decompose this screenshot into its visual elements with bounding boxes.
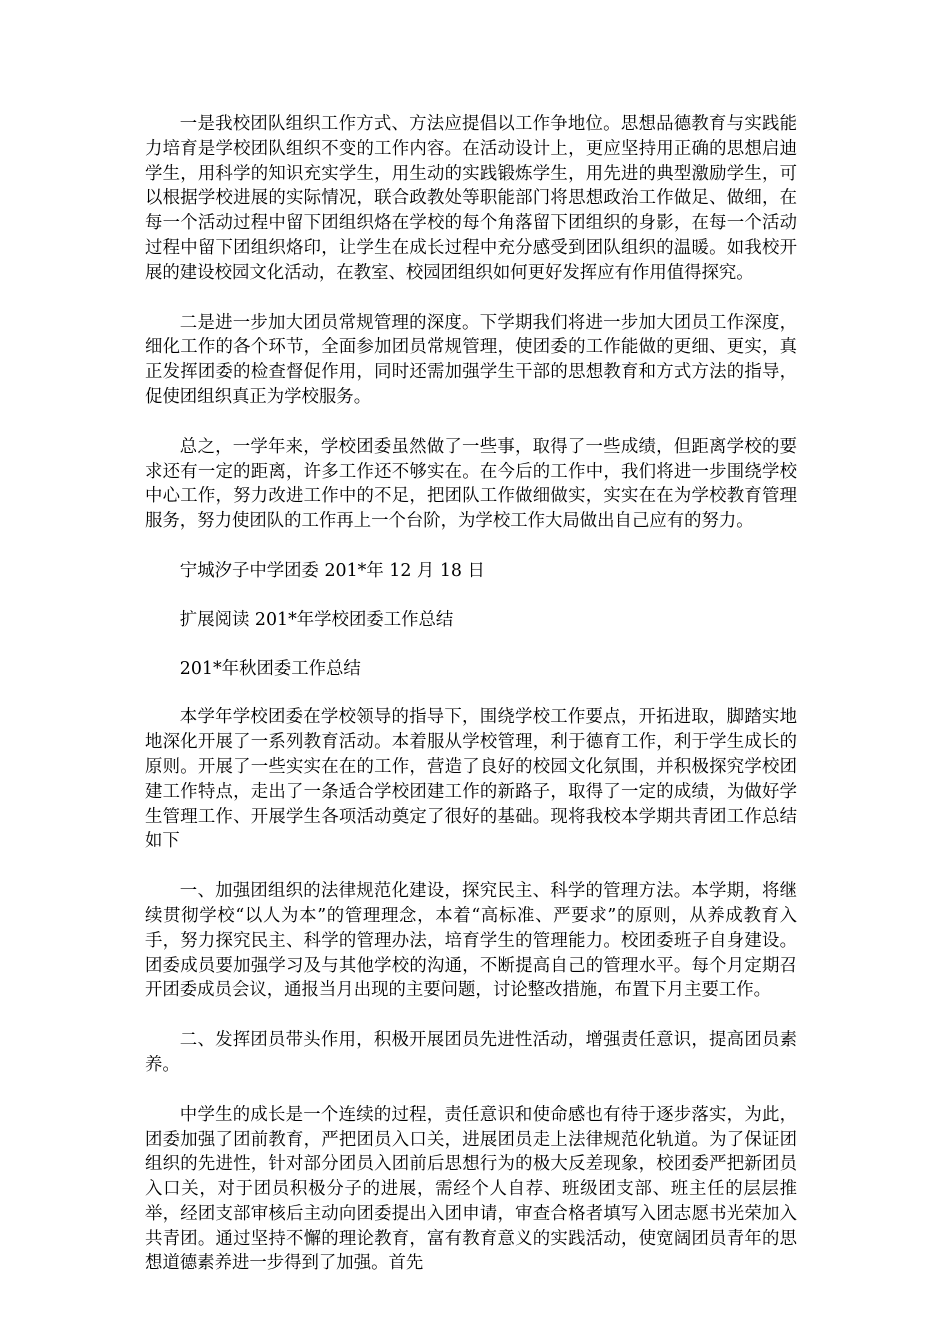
- paragraph-item-two: 二、发挥团员带头作用，积极开展团员先进性活动，增强责任意识，提高团员素养。: [145, 1030, 797, 1075]
- paragraph-student-growth: 中学生的成长是一个连续的过程，责任意识和使命感也有待于逐步落实，为此，团委加强了团前教育，严把团员入口关，进展团员走上法律规范化轨道。为了保证团组织的先进性，针对部分团员入团前后思想行为的极大反差现象，校团委严把新团员入口关，对于团员积极分子的进展，需经个人自荐、班级团支部、班主任的层层推举，经团支部审核后主动向团委提出入团申请，审查合格者填写入团志愿书光荣加入共青团。通过坚持不懈的理论教育，富有教育意义的实践活动，使宽阔团员青年的思想道德素养进一步得到了加强。首先: [145, 1104, 797, 1274]
- paragraph-item-one: 一、加强团组织的法律规范化建设，探究民主、科学的管理方法。本学期，将继续贯彻学校“以人为本”的管理理念，本着“高标准、严要求”的原则，从养成教育入手，努力探究民主、科学的管理办法，培育学生的管理能力。校团委班子自身建设。团委成员要加强学习及与其他学校的沟通，不断提高自己的管理水平。每个月定期召开团委成员会议，通报当月出现的主要问题，讨论整改措施，布置下月主要工作。: [145, 881, 797, 1001]
- extended-reading-heading: 扩展阅读 201*年学校团委工作总结: [179, 609, 454, 630]
- paragraph-work-method: 一是我校团队组织工作方式、方法应提倡以工作争地位。思想品德教育与实践能力培育是学校团队组织不变的工作内容。在活动设计上，更应坚持用正确的思想启迪学生，用科学的知识充实学生，用生动的实践锻炼学生，用先进的典型激励学生，可以根据学校进展的实际情况，联合政教处等职能部门将思想政治工作做足、做细，在每一个活动过程中留下团组织烙在学校的每个角落留下团组织的身影，在每一个活动过程中留下团组织烙印，让学生在成长过程中充分感受到团队组织的温暖。如我校开展的建设校园文化活动，在教室、校园团组织如何更好发挥应有作用值得探究。: [145, 114, 797, 283]
- paragraph-conclusion: 总之，一学年来，学校团委虽然做了一些事，取得了一些成绩，但距离学校的要求还有一定的距离，许多工作还不够实在。在今后的工作中，我们将进一步围绕学校中心工作，努力改进工作中的不足，把团队工作做细做实，实实在在为学校教育管理服务，努力使团队的工作再上一个台阶，为学校工作大局做出自己应有的努力。: [145, 436, 797, 532]
- paragraph-introduction: 本学年学校团委在学校领导的指导下，围绕学校工作要点，开拓进取，脚踏实地地深化开展了一系列教育活动。本着服从学校管理，利于德育工作，利于学生成长的原则。开展了一些实实在在的工作，营造了良好的校园文化氛围，并积极探究学校团建工作特点，走出了一条适合学校团建工作的新路子，取得了一定的成绩，为做好学生管理工作、开展学生各项活动奠定了很好的基础。现将我校本学期共青团工作总结如下: [145, 707, 797, 852]
- paragraph-member-management: 二是进一步加大团员常规管理的深度。下学期我们将进一步加大团员工作深度，细化工作的各个环节，全面参加团员常规管理，使团委的工作能做的更细、更实，真正发挥团委的检查督促作用，同时还需加强学生干部的思想教育和方式方法的指导，促使团组织真正为学校服务。: [145, 312, 797, 407]
- signature-date: 宁城汐子中学团委 201*年 12 月 18 日: [179, 560, 485, 581]
- section-title: 201*年秋团委工作总结: [179, 658, 361, 679]
- document-page: [145, 112, 797, 1301]
